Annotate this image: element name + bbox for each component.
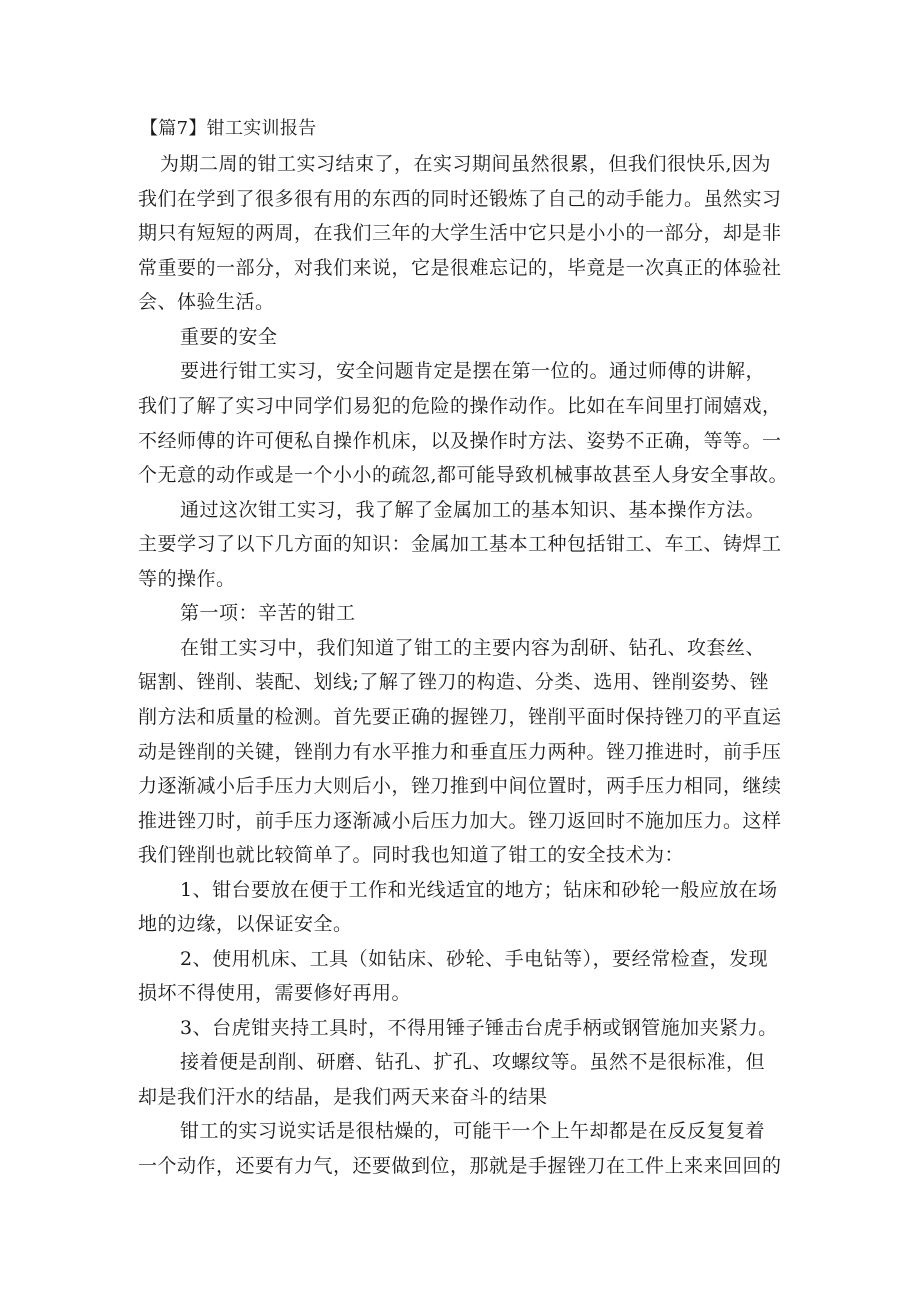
- paragraph-line: 等的操作。: [138, 568, 236, 590]
- paragraph-line: 动是锉削的关键，锉削力有水平推力和垂直压力两种。锉刀推进时，前手压: [138, 741, 782, 763]
- paragraph-line: 为期二周的钳工实习结束了，在实习期间虽然很累，但我们很快乐,因为: [160, 153, 772, 175]
- paragraph-line: 力逐渐减小后手压力大则后小，锉刀推到中间位置时，两手压力相同，继续: [138, 775, 782, 797]
- paragraph-line: 却是我们汗水的结晶，是我们两天来奋斗的结果: [138, 1086, 548, 1108]
- paragraph-line: 常重要的一部分，对我们来说，它是很难忘记的，毕竟是一次真正的体验社: [138, 257, 782, 279]
- paragraph-line: 我们锉削也就比较简单了。同时我也知道了钳工的安全技术为：: [138, 844, 685, 866]
- paragraph-line: 期只有短短的两周，在我们三年的大学生活中它只是小小的一部分，却是非: [138, 222, 782, 244]
- paragraph-line: 不经师傅的许可便私自操作机床，以及操作时方法、姿势不正确，等等。一: [138, 430, 782, 452]
- paragraph-line: 我们在学到了很多很有用的东西的同时还锻炼了自己的动手能力。虽然实习: [138, 188, 782, 210]
- paragraph-line: 主要学习了以下几方面的知识：金属加工基本工种包括钳工、车工、铸焊工: [138, 533, 782, 555]
- list-item-line: 地的边缘，以保证安全。: [138, 913, 353, 935]
- paragraph-line: 通过这次钳工实习，我了解了金属加工的基本知识、基本操作方法。: [180, 499, 766, 521]
- list-item-line: 损坏不得使用，需要修好再用。: [138, 982, 412, 1004]
- paragraph-line: 会、体验生活。: [138, 291, 275, 313]
- paragraph-line: 在钳工实习中，我们知道了钳工的主要内容为刮研、钻孔、攻套丝、: [180, 637, 766, 659]
- list-item-line: 1、钳台要放在便于工作和光线适宜的地方；钻床和砂轮一般应放在场: [180, 879, 778, 901]
- paragraph-line: 要进行钳工实习，安全问题肯定是摆在第一位的。通过师傅的讲解，: [180, 360, 766, 382]
- paragraph-line: 钳工的实习说实话是很枯燥的，可能干一个上午却都是在反反复复着: [180, 1120, 766, 1142]
- section-heading: 第一项：辛苦的钳工: [180, 602, 356, 624]
- paragraph-line: 锯割、锉削、装配、划线;了解了锉刀的构造、分类、选用、锉削姿势、锉: [138, 671, 769, 693]
- paragraph-line: 个无意的动作或是一个小小的疏忽,都可能导致机械事故甚至人身安全事故。: [138, 464, 789, 486]
- section-heading: 重要的安全: [180, 326, 278, 348]
- paragraph-line: 推进锉刀时，前手压力逐渐减小后压力加大。锉刀返回时不施加压力。这样: [138, 810, 782, 832]
- document-title: 【篇7】钳工实训报告: [140, 118, 317, 139]
- paragraph-line: 削方法和质量的检测。首先要正确的握锉刀，锉削平面时保持锉刀的平直运: [138, 706, 782, 728]
- paragraph-line: 接着便是刮削、研磨、钻孔、扩孔、攻螺纹等。虽然不是很标准，但: [180, 1051, 766, 1073]
- paragraph-line: 我们了解了实习中同学们易犯的危险的操作动作。比如在车间里打闹嬉戏，: [138, 395, 782, 417]
- list-item-line: 2、使用机床、工具（如钻床、砂轮、手电钻等），要经常检查，发现: [180, 948, 769, 970]
- list-item-line: 3、台虎钳夹持工具时，不得用锤子锤击台虎手柄或钢管施加夹紧力。: [180, 1017, 778, 1039]
- paragraph-line: 一个动作，还要有力气，还要做到位，那就是手握锉刀在工件上来来回回的: [138, 1155, 782, 1177]
